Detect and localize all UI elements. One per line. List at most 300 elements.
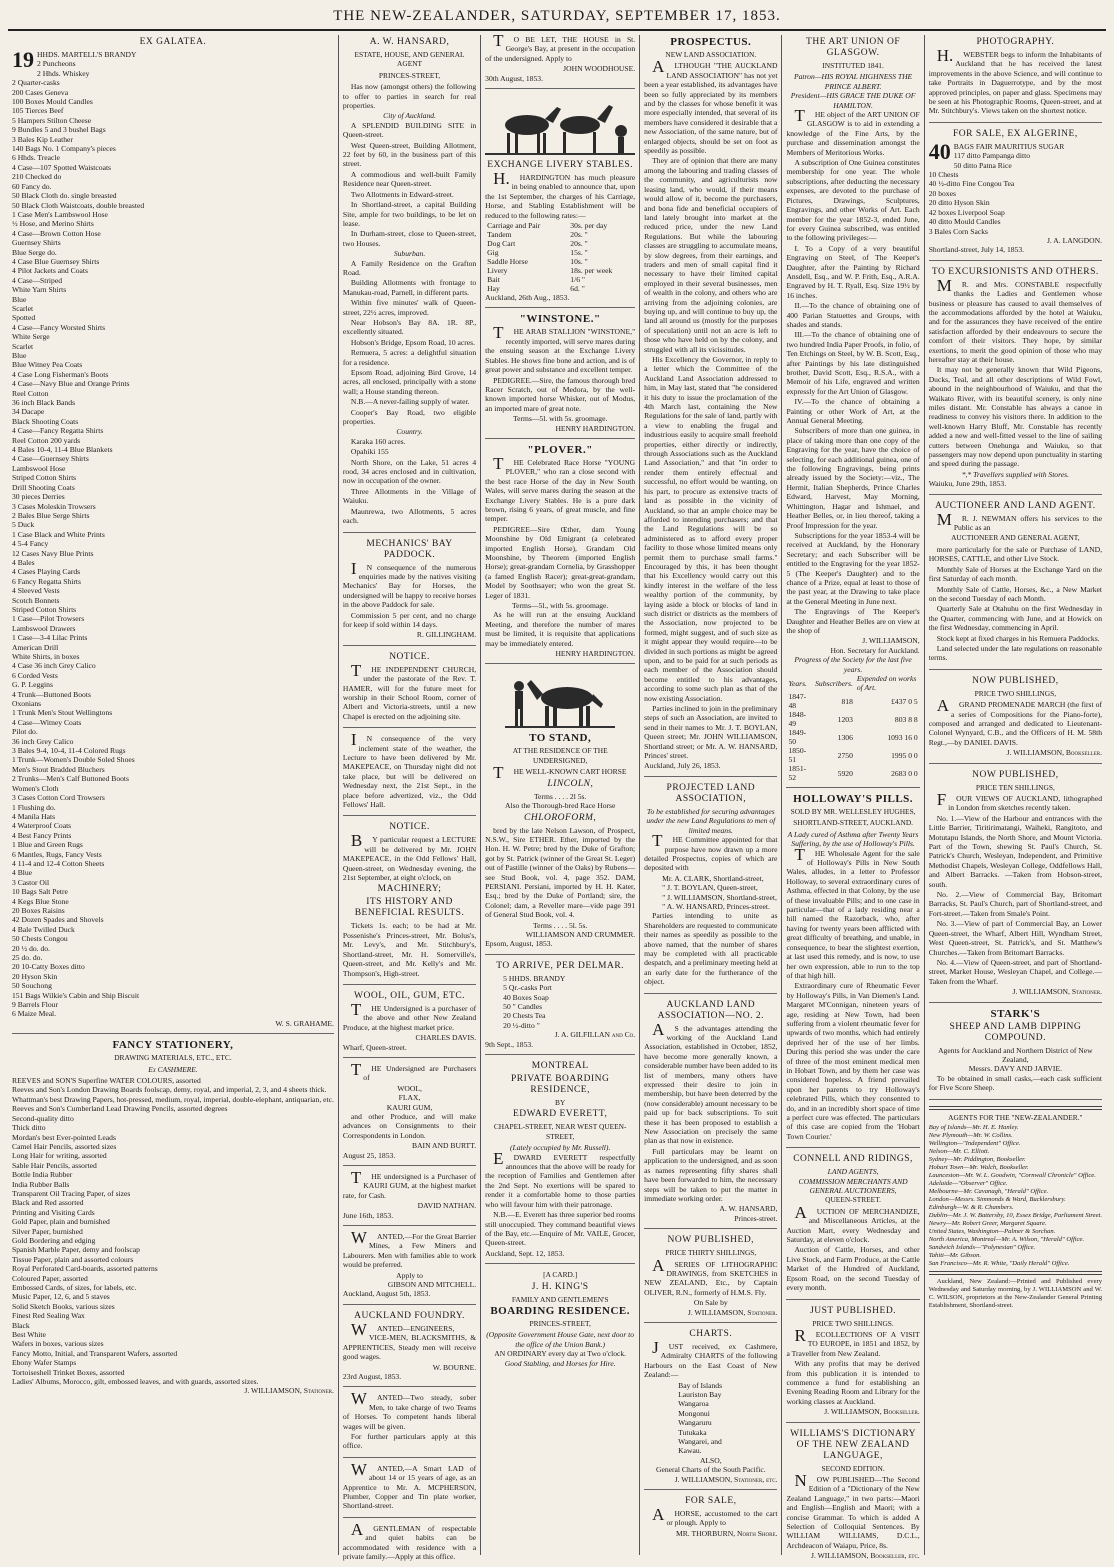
ad-heading: WOOL, OIL, GUM, ETC. (354, 990, 466, 1001)
ad-heading: MONTREAL (531, 1061, 589, 1072)
list-item: Camel Hair Pencils, assorted sizes (12, 1141, 117, 1151)
list-item: N.B.—A never-failing supply of water. (350, 397, 470, 407)
list-item: 50 " Candles (503, 1002, 543, 1011)
double-rule (929, 1106, 1102, 1110)
list-item: 2 Hhds. Whiskey (37, 68, 90, 78)
list-item: 10 Chests (928, 170, 959, 180)
table-cell: 15s. " (570, 248, 588, 258)
list-item: North America, Montreal—Mr. A. Wilson, "Herald" Office. (928, 1235, 1085, 1243)
list-item: Wangarei, and (678, 1437, 722, 1447)
ad-body: To be obtained in small casks,—each cask sufficient for Five Score Sheep. (928, 1073, 1103, 1093)
ad-notice-church (343, 652, 476, 728)
list-item: Mr. A. CLARK, Shortland-street, (662, 873, 764, 883)
list-item: Scarlet (12, 341, 34, 351)
ad-big-number: 40 (928, 138, 951, 164)
ad-subheading: FAMILY AND GENTLEMEN'S (511, 1294, 609, 1304)
table-cell: 1851-52 (788, 764, 807, 782)
list-item: A SPLENDID BUILDING SITE in Queen-street. (342, 120, 477, 140)
list-item: 5 Qr.-casks Port (503, 983, 552, 993)
column-3 (481, 31, 640, 1555)
table-cell: Bait (487, 275, 500, 285)
ad-body: WANTED,—A Smart LAD of about 14 or 15 years of age, as an Apprentice to Mr. A. MCPHERSON, Plumber, Copper and Tin plate worker, Shortland-street. (342, 1459, 477, 1511)
ad-body: AHORSE, accustomed to the cart or plough. Apply to (652, 1505, 778, 1528)
list-item: 4 Case—Striped (12, 275, 62, 285)
list-item: Building Allotments with frontage to Manukau-road, Parnell, in different parts. (342, 278, 477, 297)
ad-date: June 16th, 1853. (342, 1210, 394, 1220)
ad-heading: A. W. HANSARD, (369, 37, 450, 47)
list-item: 4 Waterproof Coats (12, 821, 72, 831)
ad-to-stand (485, 670, 635, 954)
list-item: 36 inch Grey Calico (12, 736, 74, 746)
ad-body: As he will run at the ensuing Auckland Meeting, and therefore the number of mares must be limited, it is requisite that applications may be immediately entered. (485, 610, 636, 648)
ad-body: Tickets 1s. each; to be had at Mr. Possenishe's Princes-street, Mr. Bolus's, Mr. Levy's, and Mr. Stitchbury's, Shortland-street, Mr. H. Somerville's, Queen-street, and Mr. Kelly's and Mr. Thompson's, High-street. (342, 921, 477, 978)
ad-body: THE INDEPENDENT CHURCH, under the pastorate of the Rev. T. HAMER, will for the future meet for worship in their School Room, corner of Albert and Victoria-streets, until a new Chapel is erected on the adjoining site. (342, 660, 477, 721)
ad-foundry (343, 1311, 476, 1387)
ad-subheading: AUCTIONEER AND GENERAL AGENT, (951, 533, 1080, 543)
list-item: 2 Trunks—Men's Calf Buttoned Boots (12, 774, 129, 784)
rates-table (485, 221, 635, 293)
list-item: Blue (12, 351, 27, 360)
list-item: 4 Sleeved Vests (12, 586, 60, 596)
list-item: 4 Bales 10-4, 11-4 Blue Blankets (12, 445, 113, 455)
ad-heading: AUCKLAND FOUNDRY. (354, 1310, 465, 1321)
item-list (644, 1381, 777, 1456)
table-row (786, 728, 919, 746)
list-item: 5 Hampers Stilton Cheese (12, 115, 92, 125)
para-list (343, 437, 476, 526)
ad-body: The Engravings of The Keeper's Daughter and Heather Belles are on view at the shop of (786, 607, 920, 635)
pedigree: PEDIGREE.—Sire, the famous thorough bred Racer Scratch, out of Medora, by the well-known imported horse Whisker, out of Modus, an imported mare of great note. (485, 375, 636, 413)
item-list (12, 1076, 334, 1386)
columns (8, 31, 1106, 1561)
ad-date: 9th Sept., 1853. (485, 1039, 534, 1049)
ad-address: SHORTLAND-STREET, AUCKLAND. (793, 818, 914, 828)
horse-engraving-icon (485, 670, 635, 730)
list-item: 42 Dozen Spades and Shovels (12, 915, 104, 925)
list-item: Finest Red Sealing Wax (12, 1311, 85, 1321)
ad-heading: TO EXCURSIONISTS AND OTHERS. (931, 266, 1099, 277)
list-item: Wangaroa (678, 1399, 709, 1409)
list-item: Best White (12, 1330, 46, 1340)
list-item: WOOL, (397, 1083, 422, 1093)
ad-signature: W. S. GRAHAME. (275, 1018, 334, 1028)
ad-heading: PROSPECTUS. (670, 36, 752, 48)
list-item: 2 Puncheons (37, 59, 76, 69)
ad-by: BY (555, 1098, 566, 1108)
list-item: IV.—To the chance of obtaining a Painting or other Work of Art, at the Annual General Meeting. (786, 397, 920, 426)
item-list (12, 47, 334, 1019)
list-item: Remuera, 5 acres: a delightful situation for a residence. (342, 348, 477, 367)
list-item: 1 Blue and Green Rugs (12, 840, 83, 850)
ad-body: BY particular request a LECTURE will be delivered by Mr. JOHN MAKEPEACE, in the Odd Fellows' Hall, Queen-street, on Wednesday evening, the 21st September, at eight o'clock, on (342, 831, 477, 883)
ad-body: more particularly for the sale or Purchase of LAND, HORSES, CATTLE, and other Live Stock. (928, 544, 1103, 564)
list-item: Opahiki 155 (350, 447, 389, 457)
ad-heading: EX GALATEA. (139, 37, 207, 47)
list-item: 4 Case 36 inch Grey Calico (12, 661, 96, 671)
item-list (644, 874, 777, 912)
ad-subheading: DRAWING MATERIALS, ETC., ETC. (114, 1053, 232, 1063)
ad-recollections (786, 1306, 919, 1423)
list-item: Lauriston Bay (678, 1390, 722, 1399)
list-item: 4 Case—Guernsey Shirts (12, 454, 89, 464)
item-list (343, 1084, 476, 1112)
table-row (485, 248, 635, 257)
ad-body: AN ORDINARY every day at Two o'clock. (494, 1349, 627, 1359)
ad-body: Subscriptions for the year 1853-4 will be received at Auckland, by the Honorary Secretary; and each Subscriber will be entitled to the Engraving for the year 1852-5 (The Keeper's Daughter) and to the chance of a Prize, equal at least to those of the past year, at the Drawing to take place at the General Meeting in June next. (786, 530, 920, 606)
table-row (485, 239, 635, 248)
table-cell: 1849-50 (788, 728, 807, 746)
column-4 (640, 35, 782, 1555)
table-cell: 20s. " (570, 230, 588, 240)
list-item: 1 Flushing do. (12, 802, 56, 812)
ad-date: August 25, 1853. (342, 1150, 396, 1160)
ad-subheading: NEW LAND ASSOCIATION. (665, 50, 757, 59)
list-item: Wangaruru (678, 1418, 712, 1428)
ad-subheading: PRIVATE BOARDING RESIDENCE, (510, 1074, 610, 1096)
list-item: REEVES and SON'S Superfine WATER COLOURS, assorted (12, 1076, 201, 1086)
item-list (929, 1124, 1102, 1268)
list-item: 4 Manila Hats (12, 811, 56, 821)
ad-subheading: SHEEP AND LAMB DIPPING COMPOUND. (949, 1021, 1082, 1043)
list-item: San Francisco—Mr. R. White, "Daily Herald" Office. (928, 1259, 1070, 1267)
ad-montreal (485, 1061, 635, 1264)
ad-notice-weather (342, 730, 477, 816)
ad-date: 30th August, 1853. (485, 73, 543, 83)
list-item: Reeves and Son's Cumberland Lead Drawing Pencils, assorted degrees (12, 1104, 228, 1114)
ad-body: EDWARD EVERETT respectfully announces that the above will be ready for the reception of Families and Gentlemen after the 2nd Sept. No exertions will be spared to render it a comfortable home to those parties who will favour him with their patronage. (485, 1148, 636, 1209)
ad-signature: WILLIAMSON AND CRUMMER. (525, 929, 636, 939)
table-cell: 2683 0 0 (891, 768, 918, 778)
column-5 (782, 35, 924, 1561)
list-item: No. 1.—View of the Harbour and entrances with the Little Barrier, Tiritirimatangi, Waiheki, Rangitoto, and Motutapu Islands, the North Shore, and Mount Victoria. Part of the Town, shewing St. Paul's Church, St. Patrick's Church, Wesleyan, Independent, and Primitive Methodist Chapels, Wesleyan College, Oddfellows Hall, and Albert Barracks. —Taken from Hobson-street, south. (928, 813, 1103, 889)
list-item: 105 Tierces Beef (12, 106, 64, 116)
table-cell: 1093 16 0 (887, 732, 918, 742)
list-item: 1 Trunk Men's Stout Wellingtons (12, 708, 113, 718)
ad-heading: FOR SALE, EX ALGERINE, (952, 128, 1078, 139)
ad-body: They are of opinion that there are many among the labouring and trading classes of the community, and agriculturists now leasing land, who would, if their means would allow of it, become the purchasers, and bona fide and beneficial occupiers of land lately brought into market at the reduced price, under the new Land Regulations. But while the labouring classes are struggling to accumulate means, by slow degrees, from their earnings, and traders and men of small capital find it necessary to have their limited capital employed in their several businesses, men of wealth in the colony, and others who are arriving from the adjoining colonies, are buying up, and will continue to buy up, the land all around us (mostly for the purposes of speculation) until not an acre is left to those who have held on by the colony, and struggled with all its vicissitudes. (644, 156, 778, 354)
ad-heading: J. H. KING'S (531, 1281, 589, 1292)
ad-wanted-lad (342, 1459, 477, 1518)
list-item: 3 Castor Oil (12, 877, 50, 887)
list-item: Melbourne—Mr. Cavanagh, "Herald" Office. (928, 1187, 1049, 1195)
ad-heading: PROJECTED LAND ASSOCIATION, (666, 782, 756, 804)
list-item: ½ Hose, and Merino Shirts (12, 219, 94, 229)
ad-body: WANTED,—For the Great Barrier Mines, a Few Miners and Labourers. Men with families able to work would be preferred. (342, 1228, 477, 1270)
table-row (485, 221, 635, 230)
list-item: 3 Bales 9-4, 10-4, 11-4 Colored Rugs (12, 746, 126, 756)
ad-body: AUCTION OF MERCHANDIZE, and Miscellaneous Articles, at the Auction Mart, every Wednesday and Saturday, at eleven o'clock. (786, 1202, 920, 1245)
table-cell: Tandem (487, 230, 512, 240)
list-item: 4 11-4 and 12-4 Cotton Sheets (12, 858, 105, 868)
list-item: 1 Trunk—Women's Double Soled Shoes (12, 755, 135, 765)
ad-body: His Excellency the Governor, in reply to a letter which the Committee of the Auckland Land Association addressed to him, in May last, stated that "he considered it his duty to issue the proclamation of the 4th March last, containing the New Regulations for the sale of land, partly with a view to enabling the frugal and industrious easily to acquire small freehold properties, either directly or indirectly, through Associations such as the Auckland Land Association," and that "in order to render them entirely effectual and successful, no effort would be wanting, on his part, to procure as extensive tracts of land as possible in the vicinity of Auckland, so that an ample choice may be afforded to intending purchasers; and that the Land Regulations will be so administered as to afford every proper facility to those whose limited means only permit them to purchase small farms." Encouraged by this, it has been thought that his Excellency would carry out this kindly interest in the welfare of the less wealthy portion of the community, by laying aside a block or blocks of land in such district or districts as the members of the Association, now projected to be formed, might suggest, and of such size as it might appear they would require—to be divided in such portions as might be agreed upon, and to be paid for at such periods as each member of the Association should become entitled to his advantages, according to some such plan as that of the now existing Association. (644, 355, 778, 703)
list-item: 210 Checked do (12, 172, 62, 182)
ad-heading: AGENTS FOR THE "NEW-ZEALANDER." (948, 1112, 1083, 1122)
list-item: 117 ditto Pampanga ditto (953, 151, 1030, 161)
list-item: 3 Bales Kip Leather (12, 134, 73, 144)
ad-signature: BAIN AND BURTT. (412, 1141, 477, 1151)
table-cell: 1847-48 (788, 692, 807, 710)
ad-dictionary (786, 1429, 919, 1566)
list-item: Striped Cotton Shirts (12, 473, 77, 483)
ad-body: AGENTLEMAN of respectable and quiet habits can be accommodated with residence with a private family.—Apply at this office. (342, 1519, 477, 1561)
list-item: 4 Blue (12, 868, 33, 878)
list-item: Monthly Sale of Cattle, Horses, &c., a New Market on the second Tuesday of each Month. (928, 584, 1103, 603)
ad-holloway (786, 794, 919, 1148)
ad-signature: DAVID NATHAN. (417, 1201, 477, 1211)
ad-wanted-miners (342, 1228, 477, 1305)
list-item: Pilot do. (12, 727, 38, 737)
list-item: 1 Case—3-4 Lilac Prints (12, 633, 88, 643)
ad-heading: NOW PUBLISHED, (972, 675, 1059, 686)
masthead: THE NEW-ZEALANDER, SATURDAY, SEPTEMBER 17, 1853. (8, 6, 1106, 31)
ad-body: RECOLLECTIONS OF A VISIT TO EUROPE, in 1851 and 1852, by a Traveller from New Zealand. (786, 1325, 920, 1358)
ad-body: Subscribers of more than one guinea, in place of taking more than one copy of the Engraving for the year, have the choice of selecting, for each additional guinea, one of the following Engravings, being prints already issued by the Society:—viz., The Hermit, Italian Shepherds, Prince Charles Edward, Harvest, May Morning, Whittington, Hagar and Ishmael, and Heather Belles, or, in lieu thereof, taking a Proof Impression for the year. (786, 426, 920, 530)
ad-subheading: SECOND EDITION. (821, 1463, 885, 1473)
ad-signature: J. WILLIAMSON, Stationer, etc. (674, 1474, 778, 1484)
ad-signature: J. A. GILFILLAN and Co. (554, 1030, 636, 1040)
list-item: Drill Shooting Coats (12, 482, 75, 492)
table-row (786, 764, 919, 782)
ad-starks (929, 1009, 1102, 1100)
list-item: 4 Best Fancy Prints (12, 830, 72, 840)
lecture-topic: ITS HISTORY AND BENEFICIAL RESULTS. (354, 897, 465, 919)
ad-body: THE Wholesale Agent for the sale of Holloway's Pills in New South Wales, alludes, in a letter to Professor Holloway, to several extraordinary cures of Asthma, effected in that Colony, by the use of these invaluable Pills; and to one case in particular—that of a lady residing near a hill named the Razorback, who, after having for twenty years been afflicted with great difficulty of breathing, and unable, in consequence, to bear the slightest exertion, at last used this remedy, and is now, to use her own expression, able to run to the top of that high hill. (786, 844, 920, 980)
list-item: Bay of Islands (678, 1380, 723, 1390)
list-item: Sandwich Islands—"Polynesian" Office. (928, 1243, 1036, 1251)
list-item: Embossed Cards, of sizes, for labels, etc. (12, 1283, 137, 1292)
list-item: Scarlet (12, 303, 34, 313)
list-item: 4 Case Blue Guernsey Shirts (12, 256, 100, 266)
ad-winstone (485, 314, 635, 438)
ad-heading: TO ARRIVE, PER DELMAR. (496, 960, 625, 971)
para-list (929, 565, 1102, 663)
list-item: 30 pieces Derries (12, 492, 65, 502)
ad-signature: J. WILLIAMSON, Stationer. (687, 1307, 778, 1317)
ad-signature: JOHN WOODHOUSE. (563, 64, 636, 74)
list-item: 4 Cases Playing Cards (12, 567, 81, 577)
ad-kauri (342, 1168, 477, 1226)
list-item: 40 ½-ditto Fine Congou Tea (928, 179, 1015, 189)
list-item: " J. WILLIAMSON, Shortland-street, (662, 892, 777, 902)
ad-body: THE WELL-KNOWN CART HORSE (493, 763, 627, 783)
list-item: 20 boxes (928, 188, 956, 198)
ad-body: General Charts of the South Pacific. (655, 1465, 766, 1475)
ad-patron: Patron—HIS ROYAL HIGHNESS THE PRINCE ALBERT. (793, 72, 913, 91)
table-cell: Dog Cart (487, 239, 516, 249)
ad-auctioneer (929, 501, 1102, 670)
ad-notice-lecture (343, 822, 476, 984)
list-item: Cooper's Bay Road, two eligible properties. (342, 407, 477, 427)
list-item: No. 3.—View of part of Commercial Bay, an Lower Queen-street, the Wharf, Albert Hill, Wyndham Street, West Queen-street, St. Patrick's, and St. Matthew's Churches.—Taken from Britomart Barracks. (928, 919, 1103, 957)
ad-heading: AUCKLAND LAND ASSOCIATION—NO. 2. (657, 999, 764, 1021)
list-item: Thick ditto (12, 1123, 46, 1133)
ad-signature: MR. THORBURN, North Shore. (675, 1528, 778, 1538)
ad-body: H.HARDINGTON has much pleasure in being enabled to announce that, upon the 1st September, the charges of his Carriage, Horse, and Stabling Establishment will be reduced to the following rates:— (485, 169, 636, 220)
ad-subheading: AT THE RESIDENCE OF THE UNDERSIGNED, (512, 746, 608, 765)
ad-body: ASERIES OF LITHOGRAPHIC DRAWINGS, from SKETCHES in NEW ZEALAND, Etc., by Captain OLIVER, R.N., formerly of H.M.S. Fly. (644, 1255, 778, 1297)
ad-galatea (12, 37, 334, 1034)
ad-projected-land (644, 783, 777, 994)
list-item: Near Hobson's Bay 8A. 1R. 8P., excellently situated. (342, 317, 477, 337)
table-cell: 803 8 8 (894, 714, 918, 724)
ad-body: IN consequence of the very inclement state of the weather, the Lecture to have been delivered by Mr. MAKEPEACE, on Thursday night did not take place, but will be delivered on Wednesday next, the 21st Sept., in the place before advertized, viz., the Odd Fellows' Hall. (342, 730, 477, 810)
ad-heading: MECHANICS' BAY PADDOCK. (366, 538, 453, 560)
para-list (786, 244, 919, 426)
table-row (786, 710, 919, 728)
ad-body: ALTHOUGH "THE AUCKLAND LAND ASSOCIATION" has not yet been a year established, its advantages have been so fully appreciated by its members and by the classes for whose benefit it was more especially intended, that several of its members have considered it desirable that a new Association, of the same nature, but of enlarged objects, should be set on foot as speedily as possible. (644, 57, 778, 156)
ad-signature: J. WILLIAMSON, Bookseller. (1006, 748, 1103, 758)
para-list (929, 814, 1102, 986)
list-item: Silver Paper, burnished (12, 1226, 83, 1236)
list-item: Blue Witney Pea Coats (12, 360, 83, 370)
list-item: Royal Perforated Card-boards, assorted patterns (12, 1264, 158, 1274)
ad-subheading: COMMISSION MERCHANTS AND GENERAL AUCTIONEERS, (798, 1176, 908, 1196)
table-cell: Carriage and Pair (487, 221, 541, 231)
list-item: Ebony Wafer Stamps (12, 1358, 77, 1368)
list-item: 50 Black Cloth do. single breasted (12, 191, 117, 201)
list-item: Long Hair for writing, assorted (12, 1151, 107, 1161)
list-item: 4 Kegs Blue Stone (12, 896, 69, 906)
table-cell: 1850-51 (788, 746, 807, 764)
ad-body: Agents for Auckland and Northern District of New Zealand, (938, 1045, 1093, 1064)
ad-place: Wharf, Queen-street. (342, 1042, 407, 1052)
list-item: Gold Paper, plain and burnished (12, 1217, 110, 1227)
ad-address: PRINCES-STREET, (529, 1318, 591, 1328)
list-item: 12 Cases Navy Blue Prints (12, 548, 94, 558)
list-item: Launceston—Mr. W. L. Goodwin, "Cornwall Chronicle" Office. (928, 1171, 1096, 1179)
table-cell: Hay (487, 284, 500, 294)
ad-body: AS the advantages attending the working of the Auckland Land Association, established in October, 1852, have become more generally known, a considerable number have been added to its list of members, many others have expressed their desire to join in membership, but have been deterred by the (now considerable) amount necessary to be paid up for back subscriptions. To suit these it has been proposed to establish a New Association on precisely the same plan as that now in existence. (644, 1019, 778, 1146)
ad-purchasers (342, 1059, 477, 1166)
column-1 (8, 35, 339, 1555)
ad-date: Auckland, Sept. 12, 1853. (485, 1248, 565, 1258)
ad-heading: NOW PUBLISHED, (667, 1235, 755, 1246)
ad-body: THE ARAB STALLION "WINSTONE," recently imported, will serve mares during the ensuing season at the Exchange Livery Stables. He shows fine bone and action, and is of great power and substance and excellent temper. (485, 323, 636, 375)
list-item: 3 Cases Cotton Cord Trowsers (12, 793, 105, 803)
list-item: Tissue Paper, plain and assorted colours (12, 1254, 134, 1264)
table-cell: 2750 (837, 750, 853, 760)
ad-note: (Opposite Government House Gate, next door to the office of the Union Bank.) (486, 1330, 635, 1349)
list-item: 9 Barrels Flour (12, 1000, 58, 1010)
ad-subheading: To be established for securing advantages under the new Land Regulations to men of limited means. (646, 806, 776, 835)
terms: Terms . . . . 2l 5s. (533, 791, 587, 801)
ad-date: Waiuku, June 29th, 1853. (928, 479, 1007, 489)
progress-table (786, 674, 919, 782)
list-item: 4 Case—107 Spotted Waistcoats (12, 162, 112, 172)
list-item: BAGS FAIR MAURITIUS SUGAR (953, 141, 1065, 151)
table-row (485, 266, 635, 275)
list-item: 50 Black Cloth Waistcoats, double breasted (12, 200, 145, 210)
list-item: Monthly Sale of Horses at the Exchange Yard on the first Saturday of each month. (928, 564, 1103, 584)
list-item: Maunrewa, two Allotments, 5 acres each. (342, 506, 477, 526)
list-item: Transparent Oil Tracing Paper, of sizes (12, 1188, 131, 1198)
ad-land-association-2 (644, 1000, 777, 1230)
ad-body: Also the Thorough-bred Race Horse (504, 801, 616, 811)
ad-date: Auckland, 26th Aug., 1853. (485, 293, 570, 303)
ad-lithographs (644, 1235, 777, 1323)
ad-gentleman (342, 1519, 477, 1567)
ad-subheading: INSTITUTED 1841. (822, 61, 884, 70)
list-item: 9 Bundles 5 and 3 bushel Bags (12, 125, 106, 135)
list-item: Second-quality ditto (12, 1113, 74, 1123)
list-item: Sable Hair Pencils, assorted (12, 1160, 97, 1170)
ad-signature: Princes-street. (734, 1213, 778, 1223)
ad-prospectus (644, 37, 777, 777)
list-item: Kawau. (678, 1446, 702, 1456)
ad-excursionists (929, 267, 1102, 495)
list-item: White Serge (12, 332, 50, 342)
ad-signature: Hon. Secretary for Auckland. (830, 645, 920, 655)
ad-kings-boarding (485, 1270, 635, 1373)
list-item: 50 ditto Patna Rice (953, 160, 1012, 170)
ad-date: Auckland, July 26, 1853. (644, 761, 721, 771)
list-item: 20 ½ do. do. (12, 943, 50, 953)
list-item: Reel Cotton 200 yards (12, 435, 81, 445)
list-item: West Queen-street, Building Allotment, 22 feet by 60, in the business part of this street. (342, 140, 477, 169)
terms: Terms . . . . 5l. 5s. (533, 920, 588, 930)
list-item: 2 Bales Blue Serge Shirts (12, 510, 90, 520)
ad-body: Has now (amongst others) the following to offer to parties in search for real properties. (342, 82, 477, 111)
ad-body: THE Committee appointed for that purpose have now drawn up a more detailed Prospectus, copies of which are deposited with (644, 831, 778, 873)
ad-body: Full particulars may be learnt on application to the undersigned, and as soon as names representing fifty shares shall have been forwarded to him, the necessary steps will be taken to put the matter in immediate working order. (644, 1146, 778, 1203)
ad-art-union (786, 37, 919, 788)
ad-signature: J. WILLIAMSON, Bookseller, etc. (810, 1551, 920, 1561)
list-item: 20 ½-ditto " (503, 1020, 540, 1030)
ad-heading: NOTICE. (389, 651, 430, 662)
list-item: 4 Case Long Fisherman's Boots (12, 369, 109, 379)
table-cell: Gig (487, 248, 499, 258)
ad-card: [A CARD.] (543, 1270, 578, 1280)
list-item: 40 Boxes Soap (503, 992, 549, 1002)
table-cell: 1995 0 0 (891, 750, 918, 760)
ad-heading: PHOTOGRAPHY. (976, 37, 1055, 47)
list-item: 20 Boxes Raisins (12, 905, 65, 915)
list-item: 20 ditto Hyson Skin (928, 198, 990, 208)
list-item: Coloured Paper, assorted (12, 1273, 88, 1283)
list-item: Lambswool Drawers (12, 623, 76, 633)
lecture-topic: MACHINERY; (377, 884, 442, 895)
ad-heading: FOR SALE, (685, 1496, 737, 1507)
list-item: Striped Cotton Shirts (12, 604, 77, 614)
ad-body: For further particulars apply at this office. (342, 1431, 477, 1451)
ad-body: and other Produce, and will make advances on Consignments to their Correspondents in London. (342, 1111, 477, 1140)
list-item: United States, Washington—Palmer & Sorchan. (928, 1227, 1056, 1235)
table-cell: 1203 (837, 714, 853, 724)
ad-heading: AUCTIONEER AND LAND AGENT. (935, 500, 1096, 511)
imprint: Auckland, New Zealand:—Printed and Published every Wednesday and Saturday morning, by J. WILLIAMSON and W. C. WILSON, proprietors at the New-Zealander General Printing Establishment, Shortland-street. (928, 1277, 1103, 1309)
list-item: Men's Stout Bradded Bluchers (12, 764, 105, 774)
list-item: Spanish Marble Paper, demy and foolscap (12, 1245, 140, 1255)
ad-president: President—HIS GRACE THE DUKE OF HAMILTON. (790, 91, 916, 110)
list-item: Dublin—Mr. J. W. Battersby, 10, Essex Bridge, Parliament Street. (928, 1211, 1103, 1219)
section-label: Suburban. (393, 249, 426, 259)
list-item: No. 4.—View of Queen-street, and part of Shortland-street, Market House, Wesleyan Chapel, and College.—Taken from the Wharf. (928, 957, 1103, 986)
ad-note: (Lately occupied by Mr. Russell). (509, 1143, 611, 1153)
ad-livery-stables (485, 95, 635, 308)
list-item: 6 Fancy Regatta Shirts (12, 576, 81, 586)
ad-heading: HOLLOWAY'S PILLS. (793, 793, 914, 805)
ad-heading: EXCHANGE LIVERY STABLES. (487, 160, 634, 171)
table-row (485, 257, 635, 266)
ad-address: CHAPEL-STREET, NEAR WEST QUEEN-STREET, (493, 1122, 627, 1141)
list-item: Quarterly Sale at Otahuhu on the first Wednesday in the Quarter, commencing with June, and at Howick on the first Wednesday, commencing in April. (928, 604, 1103, 633)
table-header: Expended on works of Art. (856, 674, 917, 692)
list-item: Fancy Motto, Initial, and Transparent Wafers, assorted (12, 1348, 178, 1358)
ad-body: Messrs. DAVY AND JARVIE. (968, 1064, 1062, 1074)
list-item: 25 do. do. (12, 953, 43, 962)
ad-horse-sale (644, 1496, 777, 1543)
